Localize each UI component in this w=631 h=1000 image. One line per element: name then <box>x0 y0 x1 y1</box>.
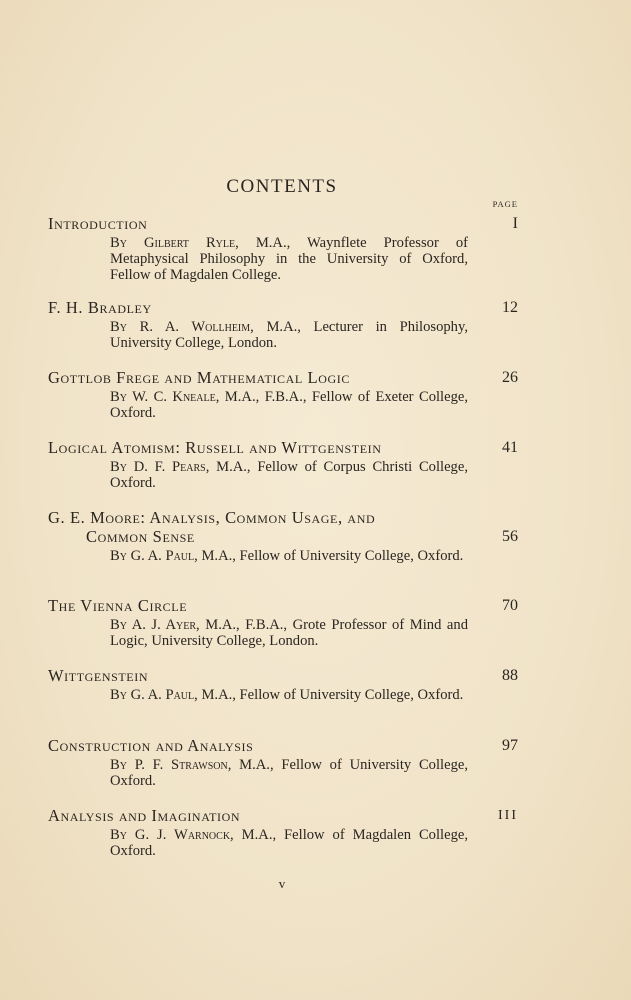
toc-entry <box>48 666 518 703</box>
entry-page-number: 97 <box>502 737 518 754</box>
entry-page-number: 88 <box>502 667 518 684</box>
toc-entry <box>48 438 518 491</box>
page-folio: v <box>278 876 286 891</box>
entry-author <box>110 389 468 421</box>
entry-title: Introduction <box>48 214 148 233</box>
entry-author <box>110 617 468 649</box>
entry-title: Analysis and Imagination <box>48 806 241 825</box>
entry-author <box>110 459 468 491</box>
author-credentials: M.A., Fellow of Magdalen College, Oxford. <box>110 827 468 859</box>
toc-entry <box>48 806 518 859</box>
entry-title: The Vienna Circle <box>48 596 188 615</box>
toc-entry <box>48 214 518 283</box>
entry-page-number: I <box>512 215 518 232</box>
toc-entry <box>48 736 518 789</box>
entry-title: Wittgenstein <box>48 666 149 685</box>
entry-page-number: 70 <box>502 597 518 614</box>
author-credentials: M.A., Fellow of Corpus Christi College, Oxford. <box>110 459 468 491</box>
entry-title: Logical Atomism: Russell and Wittgenstein <box>48 438 382 457</box>
author-credentials: M.A., Lecturer in Philosophy, University College, London. <box>110 319 468 351</box>
toc-entry <box>48 508 518 564</box>
entry-author <box>110 235 468 283</box>
entry-title: Gottlob Frege and Mathematical Logic <box>48 368 350 387</box>
toc-entry <box>48 596 518 649</box>
author-name: By R. A. Wollheim, <box>110 319 254 335</box>
entry-author <box>110 319 468 351</box>
entry-page-number: 56 <box>502 528 518 545</box>
entry-title-continuation: Common Sense <box>86 527 195 546</box>
author-name: By G. J. Warnock, <box>110 827 234 843</box>
author-credentials: M.A., Fellow of University College, Oxford. <box>110 757 468 789</box>
toc-entry <box>48 368 518 421</box>
entry-page-number: III <box>498 808 518 823</box>
entry-page-number: 12 <box>502 299 518 316</box>
entry-author <box>110 757 468 789</box>
author-credentials: M.A., Fellow of University College, Oxford. <box>197 687 464 703</box>
author-credentials: M.A., Waynflete Professor of Metaphysical Philosophy in the University of Oxford, Fellow of Magdalen College. <box>110 235 468 283</box>
entry-author <box>110 548 468 564</box>
entry-author <box>110 827 468 859</box>
author-name: By G. A. Paul, <box>110 687 198 703</box>
entry-author <box>110 687 468 703</box>
author-name: By G. A. Paul, <box>110 548 198 564</box>
author-credentials: M.A., F.B.A., Fellow of Exeter College, Oxford. <box>110 389 469 421</box>
author-name: By A. J. Ayer, <box>110 617 200 633</box>
entry-title: F. H. Bradley <box>48 298 152 317</box>
entry-page-number: 26 <box>502 369 518 386</box>
author-credentials: M.A., Fellow of University College, Oxford. <box>197 548 464 564</box>
author-credentials: M.A., F.B.A., Grote Professor of Mind and Logic, University College, London. <box>110 617 468 649</box>
toc-entry <box>48 298 518 351</box>
entry-title-line: G. E. Moore: Analysis, Common Usage, and <box>48 508 376 527</box>
entry-page-number: 41 <box>502 439 518 456</box>
entry-title: Construction and Analysis <box>48 736 254 755</box>
author-name: By Gilbert Ryle, <box>110 235 239 251</box>
page-title: CONTENTS <box>226 176 338 197</box>
entry-title <box>48 508 518 546</box>
author-name: By W. C. Kneale, <box>110 389 220 405</box>
author-name: By P. F. Strawson, <box>110 757 232 773</box>
author-name: By D. F. Pears, <box>110 459 210 475</box>
page-column-label: PAGE <box>492 199 518 209</box>
